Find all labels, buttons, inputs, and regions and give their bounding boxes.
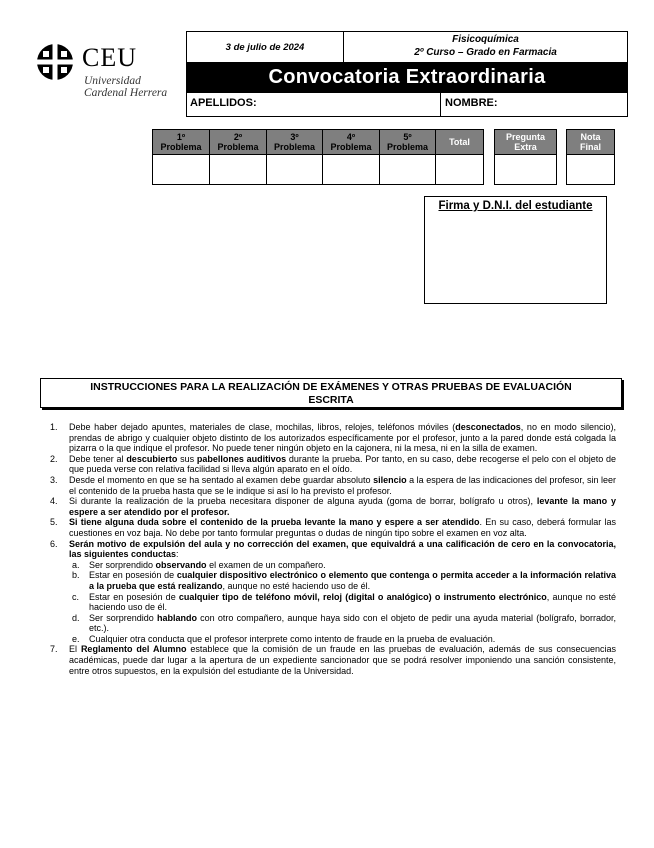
text-run: Desde el momento en que se ha sentado al examen debe guardar absoluto	[69, 474, 374, 485]
text-run: sus	[177, 453, 197, 464]
bold-text: desconectados	[455, 422, 521, 432]
instruction-subitem-letter: b.	[72, 570, 80, 581]
grade-header-line1: 2º	[233, 131, 243, 142]
instruction-number: 7.	[50, 644, 58, 655]
exam-subject-block	[344, 32, 627, 62]
logo-brand: CEU	[82, 43, 137, 72]
grade-cell-problem-5[interactable]	[379, 154, 436, 185]
instructions-list	[50, 422, 616, 676]
grade-header-line2: Problema	[273, 142, 315, 152]
grade-header-problem-3	[266, 129, 323, 155]
bold-text: levante la mano y espere a ser atendido por el profesor.	[69, 496, 616, 517]
grade-cell-problem-1[interactable]	[152, 154, 210, 185]
text-run: Estar en posesión de	[89, 591, 179, 602]
bold-text: cualquier dispositivo electrónico o elemento que contenga o permita acceder a la información relativa a la prueba que está realizando	[89, 570, 616, 591]
grade-header-total-label: Total	[449, 136, 470, 147]
text-run: Si durante la realización de la prueba necesitara disponer de alguna ayuda (goma de borrar, bolígrafo u otros),	[69, 496, 537, 507]
grade-header-line1: 5º	[403, 131, 412, 142]
instruction-subitem	[70, 570, 616, 591]
instruction-number: 1.	[50, 422, 58, 432]
bold-text: Reglamento del Alumno	[80, 644, 187, 655]
signature-label: Firma y D.N.I. del estudiante	[438, 200, 593, 212]
instruction-subitem	[70, 613, 616, 634]
text-run: Ser sorprendido	[89, 612, 157, 623]
ceu-cross-logo-icon	[36, 43, 74, 81]
instruction-subitem	[70, 634, 616, 645]
text-run: Ser sorprendido	[89, 559, 156, 570]
instructions-title-line2: ESCRITA	[308, 394, 354, 406]
bold-text: silencio	[373, 474, 407, 485]
grade-header-problem-2	[209, 129, 267, 155]
grade-header-line1: 4º	[346, 131, 356, 142]
bold-text: observando	[155, 559, 207, 570]
grade-header-line2: Final	[579, 142, 601, 152]
grade-header-extra	[494, 129, 557, 155]
bold-text: cualquier tipo de teléfono móvil, reloj (digital o analógico) o instrumento electrónico	[178, 591, 547, 602]
text-run: , aunque no esté haciendo uso de él.	[89, 591, 616, 613]
exam-course: 2º Curso – Grado en Farmacia	[414, 46, 557, 58]
grade-header-final	[566, 129, 615, 155]
grade-header-line2: Problema	[330, 142, 372, 152]
grade-cell-total[interactable]	[435, 154, 484, 185]
bold-text: pabellones auditivos	[196, 453, 287, 464]
instruction-item	[50, 496, 616, 517]
apellidos-field[interactable]: APELLIDOS:	[187, 93, 441, 117]
grade-cell-problem-4[interactable]	[322, 154, 380, 185]
nombre-field[interactable]: NOMBRE:	[445, 97, 498, 109]
grade-header-line2: Extra	[514, 142, 537, 152]
text-run: durante la prueba. Por tanto, en su caso, debe recogerse el pelo con el objeto de que pueda verse con relativa facilidad si lleva algún aparato en el oído.	[69, 453, 616, 475]
instruction-item	[50, 517, 616, 538]
instruction-item	[50, 422, 616, 454]
grade-cell-problem-2[interactable]	[209, 154, 267, 185]
grade-cell-extra[interactable]	[494, 154, 557, 185]
grade-cell-final[interactable]	[566, 154, 615, 185]
text-run: , no en modo silencio), prendas de abrigo y cualquier objeto distinto de los autorizados específicamente por el profesor, junto a la pared donde está colgada la pizarra o la que indique el profesor. No puede tener ningún objeto en la cajonera, ni la mesa, ni en la silla de examen.	[69, 422, 616, 454]
instruction-number: 6.	[50, 538, 58, 549]
text-run: , aunque no esté haciendo uso de él.	[222, 580, 371, 591]
bold-text: hablando	[156, 612, 197, 623]
instruction-item	[50, 644, 616, 676]
exam-date: 3 de julio de 2024	[187, 32, 344, 62]
signature-box[interactable]	[424, 196, 607, 304]
instruction-number: 3.	[50, 474, 58, 485]
logo-university-line2: Cardenal Herrera	[84, 87, 168, 99]
instructions-title-line1: INSTRUCCIONES PARA LA REALIZACIÓN DE EXÁMENES Y OTRAS PRUEBAS DE EVALUACIÓN	[90, 381, 572, 393]
grade-header-line2: Problema	[160, 142, 202, 152]
text-run: El	[69, 644, 81, 655]
text-run: el examen de un compañero.	[206, 559, 326, 570]
instruction-item	[50, 539, 616, 560]
instruction-number: 5.	[50, 517, 58, 528]
exam-subject: Fisicoquímica	[452, 34, 519, 45]
text-run: Estar en posesión de	[89, 570, 177, 581]
text-run: Debe haber dejado apuntes, materiales de clase, mochilas, libros, relojes, teléfonos móviles (	[69, 422, 456, 432]
instruction-subitem-letter: c.	[72, 591, 80, 602]
exam-header	[186, 31, 628, 117]
grade-header-line1: Pregunta	[505, 131, 545, 142]
instruction-subitem-letter: d.	[72, 612, 80, 623]
bold-text: descubierto	[126, 453, 178, 464]
grade-cell-problem-3[interactable]	[266, 154, 323, 185]
bold-text: Serán motivo de expulsión del aula y no corrección del examen, que equivaldrá a una calificación de cero en la convocatoria, las siguientes conductas	[69, 538, 616, 560]
text-run: a la espera de las indicaciones del profesor, sin leer el contenido de la prueba hasta que se le indique si así lo ha previsto el profesor.	[69, 474, 616, 496]
instruction-number: 2.	[50, 453, 58, 464]
grade-header-line2: Problema	[217, 142, 259, 152]
instruction-item	[50, 454, 616, 475]
student-name-row	[187, 93, 627, 117]
text-run: Debe tener al	[69, 453, 127, 464]
bold-text: Si tiene alguna duda sobre el contenido de la prueba levante la mano y espere a ser atendido	[69, 517, 480, 528]
instruction-number: 4.	[50, 496, 58, 507]
instruction-subitem-letter: a.	[72, 559, 80, 570]
instruction-subitem	[70, 560, 616, 571]
text-run: Cualquier otra conducta que el profesor interprete como intento de fraude en la prueba de evaluación.	[89, 633, 496, 644]
text-run: :	[176, 549, 179, 560]
grade-header-line1: Nota	[580, 131, 601, 142]
grade-header-line1: 3º	[290, 131, 299, 142]
logo-university-line1: Universidad	[84, 75, 141, 87]
grade-header-problem-4	[322, 129, 380, 155]
text-run: . En su caso, deberá formular las cuestiones en voz baja. No debe por tanto formular preguntas o dudas de ningún tipo sobre el examen en voz alta.	[69, 517, 616, 538]
instruction-subitem-letter: e.	[72, 633, 80, 644]
instructions-title	[40, 378, 622, 408]
exam-title: Convocatoria Extraordinaria	[187, 62, 627, 93]
grade-header-problem-5	[379, 129, 436, 155]
grade-header-problem-1	[152, 129, 210, 155]
grade-header-line1: 1º	[176, 131, 186, 142]
university-logo	[36, 43, 186, 103]
grade-header-total	[435, 129, 484, 155]
text-run: con otro compañero, aunque haya sido con el objeto de pedir una ayuda material (bolígrafo, borrador, etc.).	[89, 612, 616, 634]
grade-header-line2: Problema	[386, 142, 428, 152]
instruction-item	[50, 475, 616, 496]
instruction-subitem	[70, 592, 616, 613]
text-run: establece que la comisión de un fraude en las pruebas de evaluación, además de sus consecuencias académicas, puede dar lugar a la apertura de un expediente sancionador que se podrá resolver imponiendo una sanción consistente, entre otros supuestos, en la expulsión del estudiante de la Universidad.	[69, 644, 616, 676]
